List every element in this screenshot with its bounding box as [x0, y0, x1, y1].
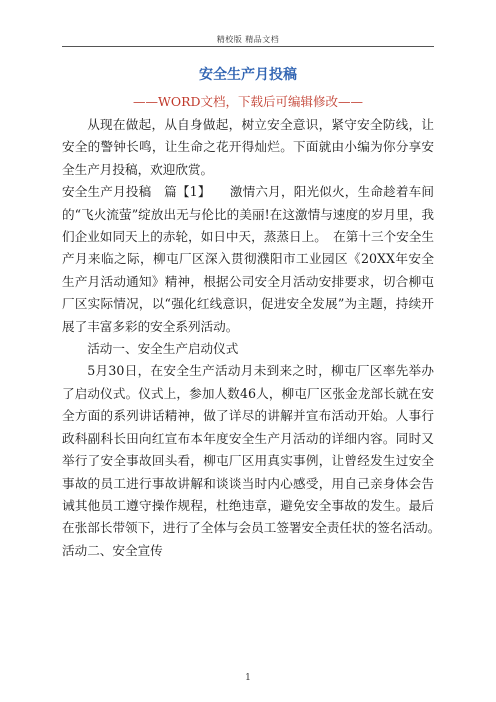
document-body	[62, 114, 447, 562]
body-paragraph-1: 安全生产月投稿 篇【1】 激情六月，阳光似火，生命趁着车间的“飞火流萤”绽放出无与伦比的美丽!在这激情与速度的岁月里，我们企业如同天上的赤轮，如日中天，蒸蒸日上。 在第十三个安全生产月来临之际，柳屯厂区深入贯彻濮阳市工业园区《20XX年安全生产月活动通知》精神，根据公司安全月活动安排要求，切合柳屯厂区实际情况，以“强化红线意识，促进安全发展”为主题，持续开展了丰富多彩的安全系列活动。	[62, 184, 434, 334]
page-number: 1	[245, 673, 251, 683]
document-subtitle: ——WORD文档，下载后可编辑修改——	[132, 94, 364, 109]
body-paragraph-intro: 从现在做起，从自身做起，树立安全意识，紧守安全防线，让安全的警钟长鸣，让生命之花开得灿烂。下面就由小编为你分享安全生产月投稿，欢迎欣赏。	[62, 117, 434, 177]
body-paragraph-2: 5月30日，在安全生产活动月未到来之时，柳屯厂区率先举办了启动仪式。仪式上，参加人数46人，柳屯厂区张金龙部长就在安全方面的系列讲话精神，做了详尽的讲解并宣布活动开始。人事行政科副科长田向红宣布本年度安全生产月活动的详细内容。同时又举行了安全事故回头看，柳屯厂区用真实事例，让曾经发生过安全事故的员工进行事故讲解和谈谈当时内心感受，用自己亲身体会告诫其他员工遵守操作规程，杜绝违章，避免安全事故的发生。最后在张部长带领下，进行了全体与会员工签署安全责任状的签名活动。 活动二、安全宣传	[62, 363, 447, 558]
section-heading-activity-1: 活动一、安全生产启动仪式	[87, 341, 239, 357]
header-divider	[62, 46, 434, 47]
page-header-label: 精校版 精品文档	[216, 35, 280, 44]
document-title: 安全生产月投稿	[199, 67, 297, 83]
